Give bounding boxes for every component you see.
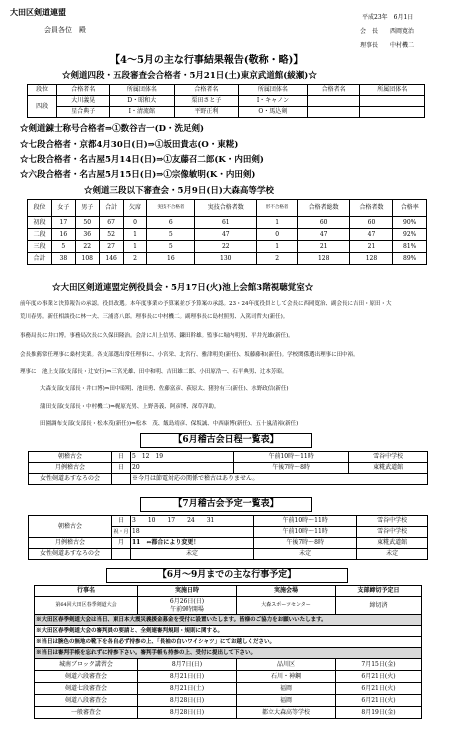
col-header: 実技不合格者 [147,200,195,217]
exam-45-heading: ☆剣道四段・五段審査会合格者・5月21日(土)東京武道館(綾瀬)☆ [62,71,317,81]
table-cell: 8月28日(日) [138,695,237,707]
table-cell: 合計 [28,253,52,265]
col-header: 形不合格者 [257,200,298,217]
board-para-6: 大森支部(支部長・井口博)⇒田中昭明、池田勇、佐藤富彦、荻原太、猪狩有三(新任)、水野政信(新任) [40,386,289,392]
board-para-2: 荒川春男。新任相談役に林一夫、三浦喜八郎。理事長に中村機二。副理事長に島村照男、入篤司哲夫(新任)。 [20,314,289,320]
table-cell [360,107,425,118]
table-cell: 月例稽古会 [29,463,112,474]
table-cell: 日 [112,452,131,463]
table-cell: 1 [123,241,147,253]
table-cell: 女性剣道あすなろの会 [29,549,112,560]
table-cell: 日 [112,463,131,474]
table-cell: 6月21日(火) [336,671,422,683]
table-cell: 38 [51,253,75,265]
table-cell: 8月21日(土) [138,683,237,695]
table-cell: 5 [147,241,195,253]
table-cell: 3 10 17 24 31 [131,516,254,527]
table-cell: 第64回大田区春季剣道大会 [35,597,138,615]
table-cell: 8月28日(日) [138,707,237,719]
col-header: 所属団体名 [360,85,425,96]
table-cell: 三段 [28,241,52,253]
notice-row: ※当日は腕色の無地の靴下を各自必ず持参の上、「長袖の白いワイシャツ」にてお越しください。 [35,637,422,648]
sixth-dan-nagoya-line: ☆六段合格者・名古屋5月15日(日)⇒①宗像敏明(K・内田剣) [20,170,256,180]
table-cell: 16 [51,229,75,241]
table-cell: 東糀武道館 [357,538,428,549]
table-cell: 52 [99,229,123,241]
board-para-3: 事務局長に井口博。事務局次長に久保田隆治。会計に川上信男、鎌田幹雄。監事に堀内明男、平井光雄(新任)。 [20,333,294,339]
table-cell: 朝稽古会 [29,452,112,463]
table-cell: 雪谷中学校 [357,527,428,538]
table-cell: 午前10時～11時 [254,527,357,538]
table-cell: 午前10時～11時 [234,452,349,463]
table-cell: 50 [75,217,99,229]
col-header: 合格者名 [307,85,360,96]
table-cell: I・キャノン [239,96,308,107]
table-cell: 21 [350,241,393,253]
addressee: 会員各位 殿 [44,26,86,34]
board-para-5: 理事に 池上支部(支部長・辻安行)⇒三宮光雄、田中和明、吉田雄二郎、小田原浩一、石平典男、辻本芳昭。 [20,369,288,375]
exam-lower-heading: ☆剣道三段以下審査会・5月9日(日)大森高等学校 [84,186,274,196]
table-cell: 90% [393,217,427,229]
table-cell: 8月7日(日) [138,659,237,671]
table-cell: O・馬込剣 [239,107,308,118]
table-cell: 0 [257,229,298,241]
col-header: 実技合格者数 [195,200,257,217]
col-header: 合格率 [393,200,427,217]
col-header: 支部締切予定日 [336,586,422,597]
table-cell: 2 [257,253,298,265]
table-cell: 福岡 [237,695,336,707]
table-cell [360,96,425,107]
table-cell: 2 [123,253,147,265]
table-cell: 城南ブロック講習会 [35,659,138,671]
col-header: 実施会場 [237,586,336,597]
board-meeting-heading: ☆大田区剣道連盟定例役員会・5月17日(火)池上会館3階視聴覚室☆ [52,283,314,293]
table-cell: 67 [99,217,123,229]
table-cell: 1 [123,229,147,241]
table-cell: 1 [257,217,298,229]
exam-lower-table [27,199,427,265]
table-cell: 午前10時～11時 [254,516,357,527]
table-cell: 8月19日(金) [336,707,422,719]
table-cell: 大川義晃 [57,96,110,107]
table-cell: 36 [75,229,99,241]
table-cell: 6月21日(火) [336,683,422,695]
july-schedule-title: 【7月稽古会予定一覧表】 [140,497,312,512]
board-para-4: 会長推薦常任理事に桑村実業。各支部選出常任理事に、小宮栄、北宮行、雅津明美(新任)、坂藤藤和(新任)。学校関係選出理事に田中裕。 [20,352,359,358]
col-header: 行事名 [35,586,138,597]
col-header: 段位 [28,200,52,217]
col-header: 合格者名 [57,85,110,96]
col-header: 所属団体名 [110,85,174,96]
table-cell: 栗田さと子 [174,96,238,107]
issue-date: 平成23年 6月1日 [362,14,414,21]
table-cell: 福岡 [237,683,336,695]
org-name: 大田区剣道連盟 [10,7,66,17]
table-cell: 0 [123,217,147,229]
table-cell: 128 [297,253,350,265]
seventh-dan-nagoya-line: ☆七段合格者・名古屋5月14日(日)⇒①友藤召二郎(K・内田剣) [20,155,264,165]
table-cell: 星合典子 [57,107,110,118]
table-cell: 東糀武道館 [349,463,428,474]
table-cell: 20 [131,463,234,474]
exam-45-table [27,84,425,118]
table-cell: 締切済 [336,597,422,615]
rank-cell: 四段 [28,96,57,118]
table-cell [112,474,131,485]
table-cell: 108 [75,253,99,265]
table-cell: 47 [350,229,393,241]
notice-row: ※当日は審判手帳を忘れずに持参下さい。審判手帳も持参の上、受付に提出して下さい。 [35,648,422,659]
table-cell: 6 [147,217,195,229]
col-header: 合格者総数 [297,200,350,217]
table-cell: 5 12 19 [131,452,234,463]
col-header: 欠席 [123,200,147,217]
table-cell: 130 [195,253,257,265]
table-cell: 日 [112,516,131,527]
table-cell: 剣道六段審査会 [35,671,138,683]
table-cell: 21 [297,241,350,253]
seventh-dan-kyoto-line: ☆七段合格者・京都4月30日(日)⇒①坂田貴志(O・東糀) [20,140,239,150]
renshi-line: ☆剣道錬士称号合格者⇒①数谷吉一(D・洗足剣) [20,124,205,134]
june-schedule-table [28,451,428,485]
col-header: 合格者名 [174,85,238,96]
table-cell: 81% [393,241,427,253]
events-title: 【6月～9月までの主な行事予定】 [106,568,348,583]
table-cell: 47 [297,229,350,241]
table-cell: 17 [51,217,75,229]
report-title: 【4～5月の主な行事結果報告(敬称・略)】 [110,55,304,66]
table-cell: 8月21日(日) [138,671,237,683]
board-para-8: 田園調布支部(支部長・松本茂(新任))⇒松本 茂、飯島靖彦、保坂誠、中西康博(新任)、五十嵐清裕(新任) [40,421,299,427]
table-cell: 朝稽古会 [29,516,112,538]
table-cell: 92% [393,229,427,241]
table-cell [307,96,360,107]
table-cell: 7月15日(金) [336,659,422,671]
table-cell: 雪谷中学校 [349,452,428,463]
col-header: 男子 [75,200,99,217]
events-table [34,585,422,719]
table-cell: I・清流館 [110,107,174,118]
table-cell [138,597,237,615]
time-line: 午前9時開場 [170,605,204,613]
table-cell: 5 [147,229,195,241]
table-cell: 雪谷中学校 [357,516,428,527]
table-cell: 剣道七段審査会 [35,683,138,695]
table-cell: 146 [99,253,123,265]
table-cell: 128 [350,253,393,265]
table-cell: 6月21日(火) [336,695,422,707]
table-cell [307,107,360,118]
table-cell [112,549,131,560]
notice-row: ※大田区春季剣道大会の審判員の要請と、全剣連審判規則・規則に関する。 [35,626,422,637]
table-cell: 未定 [131,549,254,560]
table-cell: 女性剣道あすなろの会 [29,474,112,485]
table-cell: 祝・月 [112,527,131,538]
table-cell: 16 [147,253,195,265]
col-header: 段位 [28,85,57,96]
board-para-1: 前年度の事業と決算報告の承認。役員改選。本年度事業の予算案並び予算案の承認。23・24年度役員として会長に西岡寛治、副会長に吉田・原田・大 [20,301,392,307]
table-cell: 未定 [254,549,357,560]
table-cell: 27 [99,241,123,253]
table-cell: 品川区 [237,659,336,671]
table-cell: 5 [51,241,75,253]
table-cell: 月例稽古会 [29,538,112,549]
signatory-chair: 理事長 中村機二 [360,42,415,49]
table-cell: ※今月は節電対応の関係で稽古はありません。 [131,474,428,485]
table-cell: 18 [131,527,254,538]
july-schedule-table [28,515,428,560]
col-header: 女子 [51,200,75,217]
table-cell: 11 ⇔都合により変更！ [131,538,254,549]
table-cell: 石川・神鋼 [237,671,336,683]
table-cell: 22 [195,241,257,253]
col-header: 合計 [99,200,123,217]
june-schedule-title: 【6月稽古会日程一覧表】 [140,433,312,448]
table-cell: 1 [257,241,298,253]
table-cell: 47 [195,229,257,241]
table-cell: 22 [75,241,99,253]
table-cell: 60 [297,217,350,229]
table-cell: 一般審査会 [35,707,138,719]
table-cell: 平野正利 [174,107,238,118]
table-cell: 60 [350,217,393,229]
table-cell: 午後7時～8時 [254,538,357,549]
signatory-president: 会 長 西岡寛治 [360,28,415,35]
col-header: 所属団体名 [239,85,308,96]
table-cell: D・昭和大 [110,96,174,107]
table-cell: 剣道八段審査会 [35,695,138,707]
table-cell: 二段 [28,229,52,241]
table-cell: 61 [195,217,257,229]
table-cell: 午後7時～8時 [234,463,349,474]
table-cell: 未定 [357,549,428,560]
table-cell: 月 [112,538,131,549]
board-para-7: 蒲田支部(支部長・中村機二)⇒梶原光男、上野善義、阿彦博、深草洋助。 [40,404,220,410]
table-cell: 都立大森高等学校 [237,707,336,719]
table-cell: 初段 [28,217,52,229]
date-line: 6月26日(日) [169,598,205,605]
notice-row: ※大田区春季剣道大会は当日、東日本大震災義援金募金を受付に設置いたします。皆様のご協力をお願いいたします。 [35,615,422,626]
table-cell: 大森スポーツセンター [237,597,336,615]
table-cell: 89% [393,253,427,265]
col-header: 合格者数 [350,200,393,217]
col-header: 実施日時 [138,586,237,597]
